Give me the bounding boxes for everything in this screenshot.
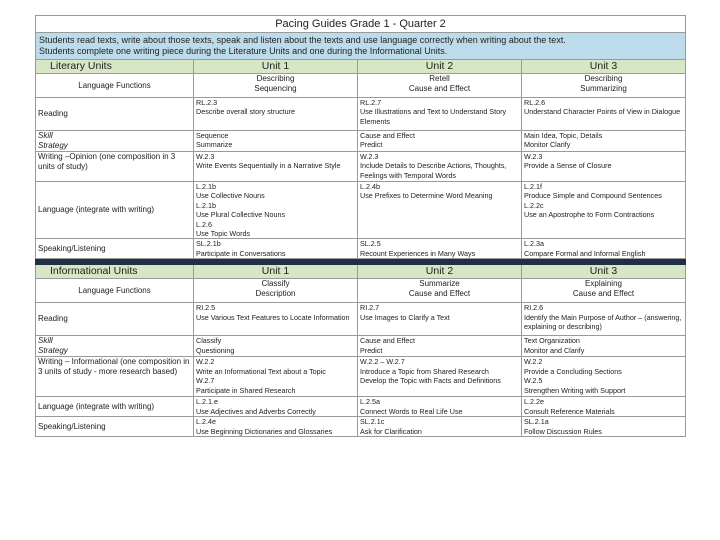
- literary-unit-1-language-function: [194, 74, 358, 98]
- row-label-line: Language (integrate with writing): [38, 401, 155, 411]
- cell-line: Cause and Effect: [360, 336, 416, 346]
- cell-line: Sequence: [196, 131, 229, 140]
- page-title: Pacing Guides Grade 1 - Quarter 2: [36, 16, 686, 33]
- informational-unit-1-cell: [194, 417, 358, 437]
- literary-unit-3-cell: [522, 131, 686, 152]
- row-label-line: Strategy: [38, 141, 68, 150]
- cell-line: W.2.7: [196, 376, 215, 386]
- cell-line: L.2.1b: [196, 200, 216, 210]
- cell-line: Write Events Sequentially in a Narrative Style: [196, 161, 341, 171]
- literary-unit-2-cell: [358, 239, 522, 259]
- language-function-line: Describing: [256, 74, 295, 83]
- cell-line: Text Organization: [524, 336, 580, 346]
- row-label-line: Speaking/Listening: [38, 243, 106, 253]
- literary-row-label: [36, 131, 194, 152]
- language-function-line: Summarizing: [580, 84, 627, 93]
- literary-row-4: [36, 182, 686, 239]
- language-function-line: Classify: [261, 279, 290, 289]
- cell-line: L.2.2e: [524, 397, 544, 407]
- literary-language-functions-label: Language Functions: [36, 74, 194, 98]
- row-label-line: Skill: [38, 131, 53, 140]
- literary-unit-3-cell: [522, 239, 686, 259]
- cell-line: W.2.3: [196, 152, 215, 161]
- literary-unit-3-cell: [522, 152, 686, 182]
- literary-unit-3-cell: [522, 98, 686, 131]
- cell-line: Strengthen Writing with Support: [524, 385, 626, 395]
- cell-line: Develop the Topic with Facts and Definitions: [360, 376, 501, 386]
- informational-row-label: [36, 417, 194, 437]
- informational-unit-1-cell: [194, 357, 358, 397]
- informational-unit-1-language-function: [194, 279, 358, 303]
- literary-language-functions-row: [36, 74, 686, 98]
- literary-row-2: [36, 131, 686, 152]
- cell-line: Consult Reference Materials: [524, 406, 615, 416]
- literary-unit-2-language-function: [358, 74, 522, 98]
- informational-unit-1-header: Unit 1: [194, 265, 358, 279]
- informational-row-label: [36, 397, 194, 417]
- cell-line: Use Beginning Dictionaries and Glossaries: [196, 426, 333, 436]
- literary-unit-1-cell: [194, 182, 358, 239]
- cell-line: Use Various Text Features to Locate Information: [196, 312, 350, 322]
- cell-line: Use Plural Collective Nouns: [196, 210, 286, 220]
- cell-line: Follow Discussion Rules: [524, 426, 602, 436]
- language-function-line: Description: [255, 289, 296, 299]
- cell-line: L.2.1b: [196, 182, 216, 191]
- pacing-guide-table: [35, 15, 686, 437]
- informational-unit-3-cell: [522, 397, 686, 417]
- cell-line: Summarize: [196, 140, 233, 150]
- informational-language-functions-row: [36, 279, 686, 303]
- informational-row-label: [36, 357, 194, 397]
- informational-unit-3-cell: [522, 303, 686, 336]
- cell-line: Participate in Shared Research: [196, 385, 296, 395]
- cell-line: Write an Informational Text about a Topic: [196, 366, 326, 376]
- informational-unit-2-header: Unit 2: [358, 265, 522, 279]
- cell-line: RI.2.7: [360, 303, 380, 313]
- cell-line: Use Prefixes to Determine Word Meaning: [360, 191, 493, 201]
- informational-section-title: Informational Units: [36, 265, 194, 279]
- language-function-line: Describing: [584, 74, 623, 83]
- cell-line: Understand Character Points of View in Dialogue: [524, 107, 681, 117]
- informational-unit-2-cell: [358, 303, 522, 336]
- language-function-line: Explaining: [585, 279, 622, 289]
- cell-line: Use Illustrations and Text to Understand Story Elements: [360, 107, 507, 126]
- cell-line: L.2.1f: [524, 182, 542, 191]
- row-label-line: Strategy: [38, 346, 68, 356]
- literary-row-label: [36, 98, 194, 131]
- cell-line: L.2.5a: [360, 397, 380, 407]
- informational-unit-2-cell: [358, 417, 522, 437]
- informational-row-1: [36, 303, 686, 336]
- cell-line: RI.2.6: [524, 303, 544, 313]
- cell-line: Connect Words to Real Life Use: [360, 406, 463, 416]
- cell-line: Use Collective Nouns: [196, 191, 265, 201]
- row-label-line: Skill: [38, 336, 53, 346]
- informational-unit-2-cell: [358, 357, 522, 397]
- informational-row-5: [36, 417, 686, 437]
- literary-unit-2-cell: [358, 152, 522, 182]
- informational-unit-2-cell: [358, 397, 522, 417]
- literary-unit-3-header: Unit 3: [522, 60, 686, 74]
- cell-line: Classify: [196, 336, 222, 346]
- language-function-line: Retell: [429, 74, 450, 83]
- literary-row-5: [36, 239, 686, 259]
- pacing-guide-sheet: [35, 15, 685, 437]
- cell-line: Participate in Conversations: [196, 248, 286, 258]
- cell-line: Recount Experiences in Many Ways: [360, 248, 476, 258]
- cell-line: Identify the Main Purpose of Author – (answering, explaining or describing): [524, 312, 682, 332]
- informational-row-2: [36, 336, 686, 357]
- literary-unit-3-language-function: [522, 74, 686, 98]
- cell-line: Compare Formal and Informal English: [524, 248, 646, 258]
- row-label-line: Language (integrate with writing): [38, 205, 155, 215]
- cell-line: Produce Simple and Compound Sentences: [524, 191, 662, 201]
- cell-line: SL.2.1c: [360, 417, 385, 427]
- cell-line: L.2.6: [196, 219, 212, 229]
- cell-line: L.2.3a: [524, 239, 544, 249]
- intro-line: Students complete one writing piece during the Literature Units and one during the Informational Units.: [39, 46, 448, 56]
- literary-unit-2-cell: [358, 182, 522, 239]
- cell-line: SL.2.5: [360, 239, 381, 249]
- cell-line: Provide a Sense of Closure: [524, 161, 612, 171]
- informational-language-functions-label: Language Functions: [36, 279, 194, 303]
- intro-row: [36, 33, 686, 60]
- cell-line: W.2.3: [524, 152, 543, 161]
- cell-line: W.2.2: [196, 357, 215, 367]
- cell-line: Use Images to Clarify a Text: [360, 312, 450, 322]
- literary-section-title: Literary Units: [36, 60, 194, 74]
- cell-line: SL.2.1a: [524, 417, 549, 427]
- cell-line: W.2.3: [360, 152, 379, 161]
- literary-unit-2-header: Unit 2: [358, 60, 522, 74]
- cell-line: Include Details to Describe Actions, Thoughts, Feelings with Temporal Words: [360, 161, 507, 180]
- row-label-line: Writing –Opinion (one composition in 3 units of study): [38, 152, 176, 171]
- literary-unit-1-cell: [194, 98, 358, 131]
- cell-line: Provide a Concluding Sections: [524, 366, 622, 376]
- cell-line: Predict: [360, 345, 383, 355]
- informational-unit-1-cell: [194, 397, 358, 417]
- language-function-line: Cause and Effect: [408, 289, 471, 299]
- language-function-line: Cause and Effect: [408, 84, 471, 93]
- title-row: [36, 16, 686, 33]
- literary-unit-2-cell: [358, 131, 522, 152]
- row-label-line: Reading: [38, 109, 68, 118]
- literary-row-label: [36, 239, 194, 259]
- informational-unit-3-cell: [522, 336, 686, 357]
- cell-line: Monitor and Clarify: [524, 345, 585, 355]
- informational-unit-2-cell: [358, 336, 522, 357]
- cell-line: Introduce a Topic from Shared Research: [360, 366, 489, 376]
- cell-line: RL.2.7: [360, 98, 382, 107]
- informational-unit-2-language-function: [358, 279, 522, 303]
- informational-unit-1-cell: [194, 303, 358, 336]
- literary-unit-3-cell: [522, 182, 686, 239]
- informational-heading-row: [36, 265, 686, 279]
- cell-line: Questioning: [196, 345, 235, 355]
- cell-line: Cause and Effect: [360, 131, 416, 140]
- cell-line: W.2.2: [524, 357, 543, 367]
- intro-text: [36, 33, 686, 60]
- cell-line: Ask for Clarification: [360, 426, 422, 436]
- language-function-line: Summarize: [419, 279, 460, 289]
- literary-unit-1-cell: [194, 239, 358, 259]
- literary-row-3: [36, 152, 686, 182]
- literary-row-1: [36, 98, 686, 131]
- cell-line: Describe overall story structure: [196, 107, 296, 117]
- informational-unit-3-cell: [522, 417, 686, 437]
- informational-unit-3-cell: [522, 357, 686, 397]
- cell-line: RL.2.6: [524, 98, 546, 107]
- informational-row-3: [36, 357, 686, 397]
- cell-line: W.2.5: [524, 376, 543, 386]
- language-function-line: Sequencing: [254, 84, 297, 93]
- language-function-line: Cause and Effect: [572, 289, 635, 299]
- informational-row-label: [36, 336, 194, 357]
- literary-heading-row: [36, 60, 686, 74]
- cell-line: Use Adjectives and Adverbs Correctly: [196, 406, 316, 416]
- cell-line: Use an Apostrophe to Form Contractions: [524, 210, 655, 220]
- cell-line: Monitor Clarify: [524, 140, 571, 150]
- cell-line: RL.2.3: [196, 98, 218, 107]
- cell-line: Main Idea, Topic, Details: [524, 131, 603, 140]
- literary-unit-2-cell: [358, 98, 522, 131]
- cell-line: L.2.2c: [524, 200, 544, 210]
- intro-line: Students read texts, write about those texts, speak and listen about the texts and use language correctly when writing about the text.: [39, 35, 566, 45]
- literary-row-label: [36, 182, 194, 239]
- cell-line: W.2.2 – W.2.7: [360, 357, 405, 367]
- row-label-line: Writing – Informational (one composition in 3 units of study - more research based): [38, 357, 190, 377]
- informational-unit-1-cell: [194, 336, 358, 357]
- literary-row-label: [36, 152, 194, 182]
- literary-unit-1-cell: [194, 152, 358, 182]
- cell-line: Use Topic Words: [196, 229, 251, 239]
- informational-row-label: [36, 303, 194, 336]
- informational-row-4: [36, 397, 686, 417]
- cell-line: L.2.4e: [196, 417, 216, 427]
- cell-line: L.2.4b: [360, 182, 380, 191]
- cell-line: L.2.1.e: [196, 397, 218, 407]
- literary-unit-1-cell: [194, 131, 358, 152]
- cell-line: Predict: [360, 140, 383, 150]
- cell-line: RI.2.5: [196, 303, 216, 313]
- informational-unit-3-header: Unit 3: [522, 265, 686, 279]
- literary-unit-1-header: Unit 1: [194, 60, 358, 74]
- row-label-line: Reading: [38, 314, 68, 324]
- row-label-line: Speaking/Listening: [38, 421, 106, 431]
- informational-unit-3-language-function: [522, 279, 686, 303]
- cell-line: SL.2.1b: [196, 239, 221, 249]
